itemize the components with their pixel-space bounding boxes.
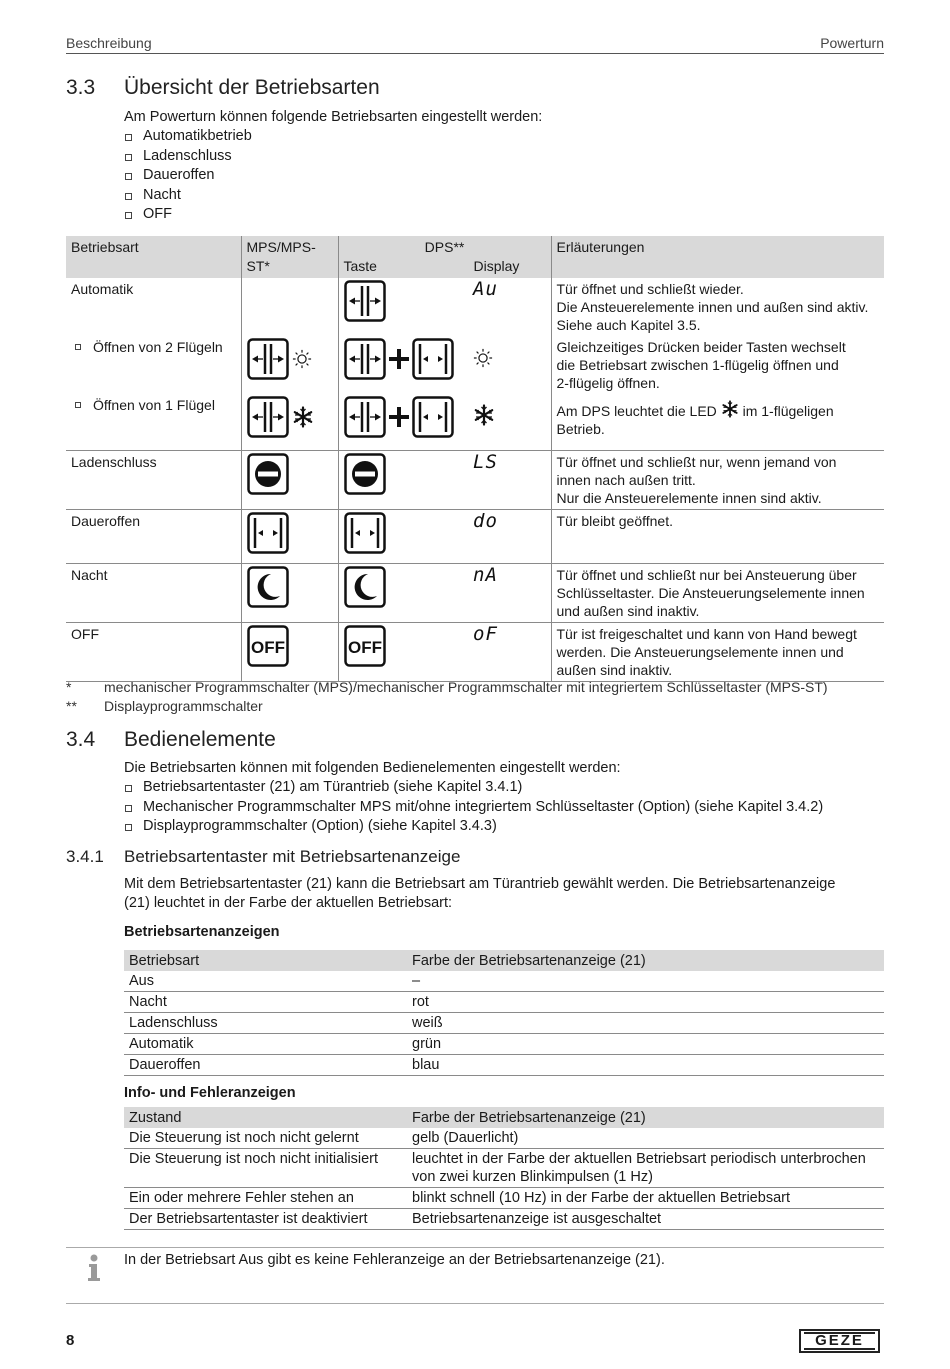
- header-right: Powerturn: [820, 35, 884, 51]
- off-icon: [344, 625, 386, 667]
- note-rule-bottom: [66, 1303, 884, 1304]
- logo-text: GEZE: [804, 1332, 875, 1350]
- display-code: LS: [473, 450, 498, 473]
- display-code: nA: [473, 563, 498, 586]
- dps-label: DPS**: [424, 239, 465, 255]
- footnote-text: Displayprogrammschalter: [104, 698, 263, 714]
- table-row: [124, 1209, 884, 1230]
- explanation: [551, 336, 884, 394]
- header-left: Beschreibung: [66, 35, 152, 51]
- door-open-icon: [344, 396, 386, 438]
- explanation-line: innen nach außen tritt.: [556, 471, 696, 488]
- explanation-line: außen sind inaktiv.: [556, 661, 673, 678]
- mode-name: OFF: [66, 622, 241, 681]
- door-open-icon: [247, 338, 289, 380]
- cell: Automatik: [124, 1034, 407, 1055]
- sun-icon: [292, 349, 312, 369]
- explanation: [551, 509, 884, 563]
- explanation: [551, 450, 884, 509]
- table-row: [66, 336, 884, 394]
- col-header: Betriebsart: [124, 950, 407, 971]
- mode-name: Öffnen von 1 Flügel: [93, 397, 215, 413]
- col-header: Farbe der Betriebsartenanzeige (21): [407, 950, 884, 971]
- table-row: [66, 622, 884, 681]
- door-open-icon: [344, 338, 386, 380]
- col-header-dps: [338, 236, 551, 278]
- section-3-4-1-intro: (21) leuchtet in der Farbe der aktuellen Betriebsart:: [124, 895, 453, 911]
- explanation-line: Nur die Ansteuerelemente innen sind aktiv.: [556, 489, 822, 506]
- list-item: Displayprogrammschalter (Option) (siehe Kapitel 3.4.3): [124, 817, 823, 837]
- display-code: Au: [473, 278, 498, 300]
- mode-table: [66, 236, 884, 682]
- mode-name: Öffnen von 2 Flügeln: [93, 339, 223, 355]
- explanation-line: 2-flügelig öffnen.: [556, 375, 660, 391]
- mode-color-table: [124, 950, 884, 1076]
- plus-icon: [388, 348, 410, 370]
- cell: Nacht: [124, 992, 407, 1013]
- cell: grün: [407, 1034, 884, 1055]
- col-header: Farbe der Betriebsartenanzeige (21): [407, 1107, 884, 1128]
- cell: Die Steuerung ist noch nicht initialisiert: [124, 1149, 407, 1188]
- section-3-4-title: Bedienelemente: [124, 728, 276, 751]
- taste-label: Taste: [343, 258, 377, 274]
- table-title: Info- und Fehleranzeigen: [124, 1085, 296, 1101]
- cell: [407, 1149, 884, 1188]
- list-item: Daueroffen: [124, 166, 252, 186]
- list-item: Mechanischer Programmschalter MPS mit/ohne integriertem Schlüsseltaster (Option) (siehe Kapitel 3.4.2): [124, 798, 823, 818]
- cell: Ladenschluss: [124, 1013, 407, 1034]
- explanation-line: Betrieb.: [556, 421, 605, 437]
- table-row: [124, 992, 884, 1013]
- table-row: [124, 1034, 884, 1055]
- list-item: Betriebsartentaster (21) am Türantrieb (siehe Kapitel 3.4.1): [124, 778, 823, 798]
- table-row: [66, 394, 884, 450]
- status-color-table: [124, 1107, 884, 1230]
- door-fixed-open-icon: [344, 512, 386, 554]
- explanation-line: Tür öffnet und schließt wieder.: [556, 281, 744, 297]
- door-fixed-open-icon: [412, 338, 454, 380]
- list-item: OFF: [124, 205, 252, 225]
- mode-name: Nacht: [66, 563, 241, 622]
- mode-name: Ladenschluss: [66, 450, 241, 509]
- mode-name: Daueroffen: [66, 509, 241, 563]
- explanation-line: Die Ansteuerelemente innen und außen sind aktiv.: [556, 299, 869, 315]
- col-header-explanation: Erläuterungen: [551, 236, 884, 278]
- note-rule-top: [66, 1247, 884, 1248]
- page-number: 8: [66, 1332, 75, 1349]
- explanation-line: werden. Die Ansteuerungselemente innen und: [556, 643, 844, 660]
- cell: blau: [407, 1055, 884, 1076]
- footnote-mark: *: [66, 679, 72, 695]
- explanation-line: Tür öffnet und schließt nur, wenn jemand von: [556, 453, 837, 470]
- door-open-icon: [344, 280, 386, 322]
- explanation-line: Gleichzeitiges Drücken beider Tasten wechselt: [556, 339, 846, 355]
- explanation-line: Tür bleibt geöffnet.: [556, 512, 673, 529]
- explanation-line: Tür öffnet und schließt nur bei Ansteuerung über: [556, 566, 857, 583]
- section-3-4-1-title: Betriebsartentaster mit Betriebsartenanzeige: [124, 847, 461, 866]
- section-3-3-intro: Am Powerturn können folgende Betriebsarten eingestellt werden:: [124, 109, 543, 125]
- mode-list: [124, 127, 252, 225]
- table-row: [124, 1055, 884, 1076]
- mode-name: Automatik: [71, 281, 134, 297]
- table-row: [124, 971, 884, 992]
- col-header-mode: Betriebsart: [66, 236, 241, 278]
- explanation: [551, 278, 884, 336]
- display-code: do: [473, 509, 498, 532]
- snowflake-icon: [473, 404, 495, 426]
- no-entry-icon: [247, 453, 289, 495]
- explanation-line: Siehe auch Kapitel 3.5.: [556, 317, 701, 333]
- off-icon: [247, 625, 289, 667]
- display-label: Display: [473, 258, 520, 274]
- section-3-3-number: 3.3: [66, 76, 96, 99]
- geze-logo: [799, 1329, 880, 1353]
- no-entry-icon: [344, 453, 386, 495]
- list-item: Automatikbetrieb: [124, 127, 252, 147]
- list-item: Ladenschluss: [124, 147, 252, 167]
- moon-icon: [247, 566, 289, 608]
- explanation-line: Am DPS leuchtet die LED: [556, 403, 717, 419]
- cell: Aus: [124, 971, 407, 992]
- table-row: [124, 1188, 884, 1209]
- note-text: In der Betriebsart Aus gibt es keine Fehleranzeige an der Betriebsartenanzeige (21).: [124, 1252, 665, 1268]
- table-row: [66, 450, 884, 509]
- cell: weiß: [407, 1013, 884, 1034]
- cell-line: leuchtet in der Farbe der aktuellen Betriebsart periodisch unterbrochen: [412, 1151, 866, 1167]
- footnote-mark: **: [66, 698, 77, 714]
- moon-icon: [344, 566, 386, 608]
- table-row: [124, 1149, 884, 1188]
- section-3-3-title: Übersicht der Betriebsarten: [124, 76, 380, 99]
- explanation: [551, 563, 884, 622]
- cell: gelb (Dauerlicht): [407, 1128, 884, 1149]
- section-3-4-intro: Die Betriebsarten können mit folgenden Bedienelementen eingestellt werden:: [124, 760, 621, 776]
- explanation: [551, 394, 884, 450]
- cell: Daueroffen: [124, 1055, 407, 1076]
- footnote-text: mechanischer Programmschalter (MPS)/mechanischer Programmschalter mit integriertem Schlüsseltaster (MPS-ST): [104, 679, 828, 695]
- list-item: Nacht: [124, 186, 252, 206]
- table-row: [66, 563, 884, 622]
- section-3-4-number: 3.4: [66, 728, 96, 751]
- explanation-line: im 1-flügeligen: [742, 403, 834, 419]
- explanation-line: Schlüsseltaster. Die Ansteuerungselemente innen: [556, 584, 865, 601]
- control-list: [124, 778, 823, 837]
- table-title: Betriebsartenanzeigen: [124, 924, 280, 940]
- cell: Die Steuerung ist noch nicht gelernt: [124, 1128, 407, 1149]
- explanation-line: Tür ist freigeschaltet und kann von Hand bewegt: [556, 625, 857, 642]
- plus-icon: [388, 406, 410, 428]
- cell: Betriebsartenanzeige ist ausgeschaltet: [407, 1209, 884, 1230]
- snowflake-icon: [721, 400, 739, 418]
- cell: Ein oder mehrere Fehler stehen an: [124, 1188, 407, 1209]
- door-fixed-open-icon: [247, 512, 289, 554]
- cell: –: [407, 971, 884, 992]
- table-row: [66, 509, 884, 563]
- cell: Der Betriebsartentaster ist deaktiviert: [124, 1209, 407, 1230]
- explanation-line: und außen sind inaktiv.: [556, 602, 700, 619]
- table-row: [124, 1013, 884, 1034]
- section-3-4-1-intro: Mit dem Betriebsartentaster (21) kann die Betriebsart am Türantrieb gewählt werden. Die Betriebsartenanzeige: [124, 876, 836, 892]
- col-header: Zustand: [124, 1107, 407, 1128]
- col-header-mps: MPS/MPS-ST*: [241, 236, 338, 278]
- explanation: [551, 622, 884, 681]
- cell: blinkt schnell (10 Hz) in der Farbe der aktuellen Betriebsart: [407, 1188, 884, 1209]
- door-fixed-open-icon: [412, 396, 454, 438]
- door-open-icon: [247, 396, 289, 438]
- sun-icon: [473, 348, 493, 368]
- display-code: oF: [473, 622, 498, 645]
- cell-line: von zwei kurzen Blinkimpulsen (1 Hz): [412, 1169, 653, 1185]
- info-icon: [86, 1254, 102, 1282]
- explanation-line: die Betriebsart zwischen 1-flügelig öffnen und: [556, 357, 839, 373]
- table-row: [66, 278, 884, 336]
- header-rule: [66, 53, 884, 54]
- table-row: [124, 1128, 884, 1149]
- section-3-4-1-number: 3.4.1: [66, 847, 104, 866]
- cell: rot: [407, 992, 884, 1013]
- snowflake-icon: [292, 406, 314, 428]
